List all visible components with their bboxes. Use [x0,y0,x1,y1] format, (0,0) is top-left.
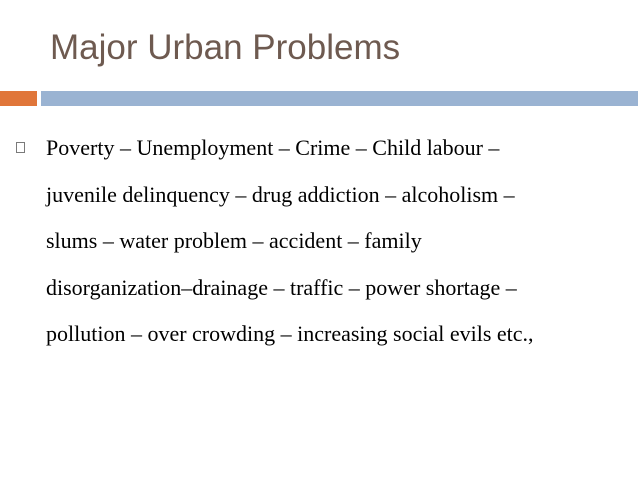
title-accent-bar [0,91,37,106]
title-divider-bar [41,91,638,106]
bullet-line: slums – water problem – accident – family [46,228,422,253]
slide-title: Major Urban Problems [50,28,401,67]
bullet-line: pollution – over crowding – increasing social evils etc., [46,321,534,346]
square-outline-bullet-icon [16,142,25,153]
bullet-paragraph [46,125,626,358]
bullet-line: juvenile delinquency – drug addiction – alcoholism – [46,181,515,207]
bullet-line: disorganization–drainage – traffic – power shortage – [46,274,517,300]
bullet-line: Poverty – Unemployment – Crime – Child labour – [46,135,500,160]
